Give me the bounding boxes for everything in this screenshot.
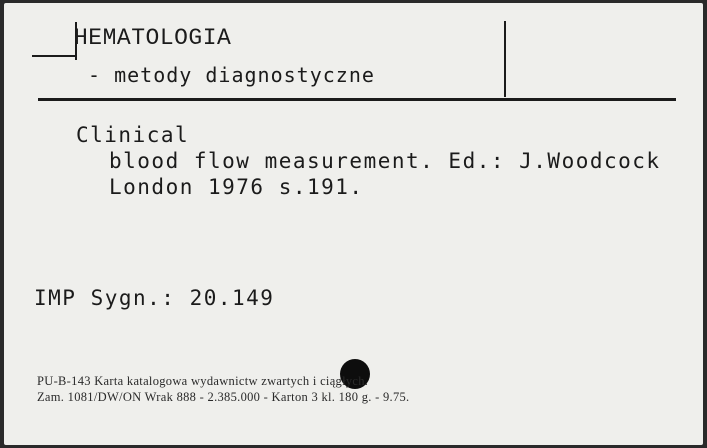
header-divider-vertical — [504, 21, 506, 97]
entry-title: blood flow measurement. Ed.: J.Woodcock — [109, 149, 661, 173]
card-heading: HEMATOLOGIA — [74, 25, 232, 51]
footer-printer-line: PU-B-143 Karta katalogowa wydawnictw zwartych i ciągłych. — [37, 374, 369, 388]
entry-publication: London 1976 s.191. — [109, 175, 364, 199]
shelf-signature: IMP Sygn.: 20.149 — [34, 286, 275, 310]
header-divider-horizontal — [38, 98, 676, 101]
card-subheading: - metody diagnostyczne — [88, 63, 375, 87]
heading-underline — [32, 55, 77, 57]
entry-category: Clinical — [76, 123, 190, 147]
catalog-card — [4, 3, 703, 445]
footer-order-line: Zam. 1081/DW/ON Wrak 888 - 2.385.000 - Karton 3 kl. 180 g. - 9.75. — [37, 390, 410, 404]
